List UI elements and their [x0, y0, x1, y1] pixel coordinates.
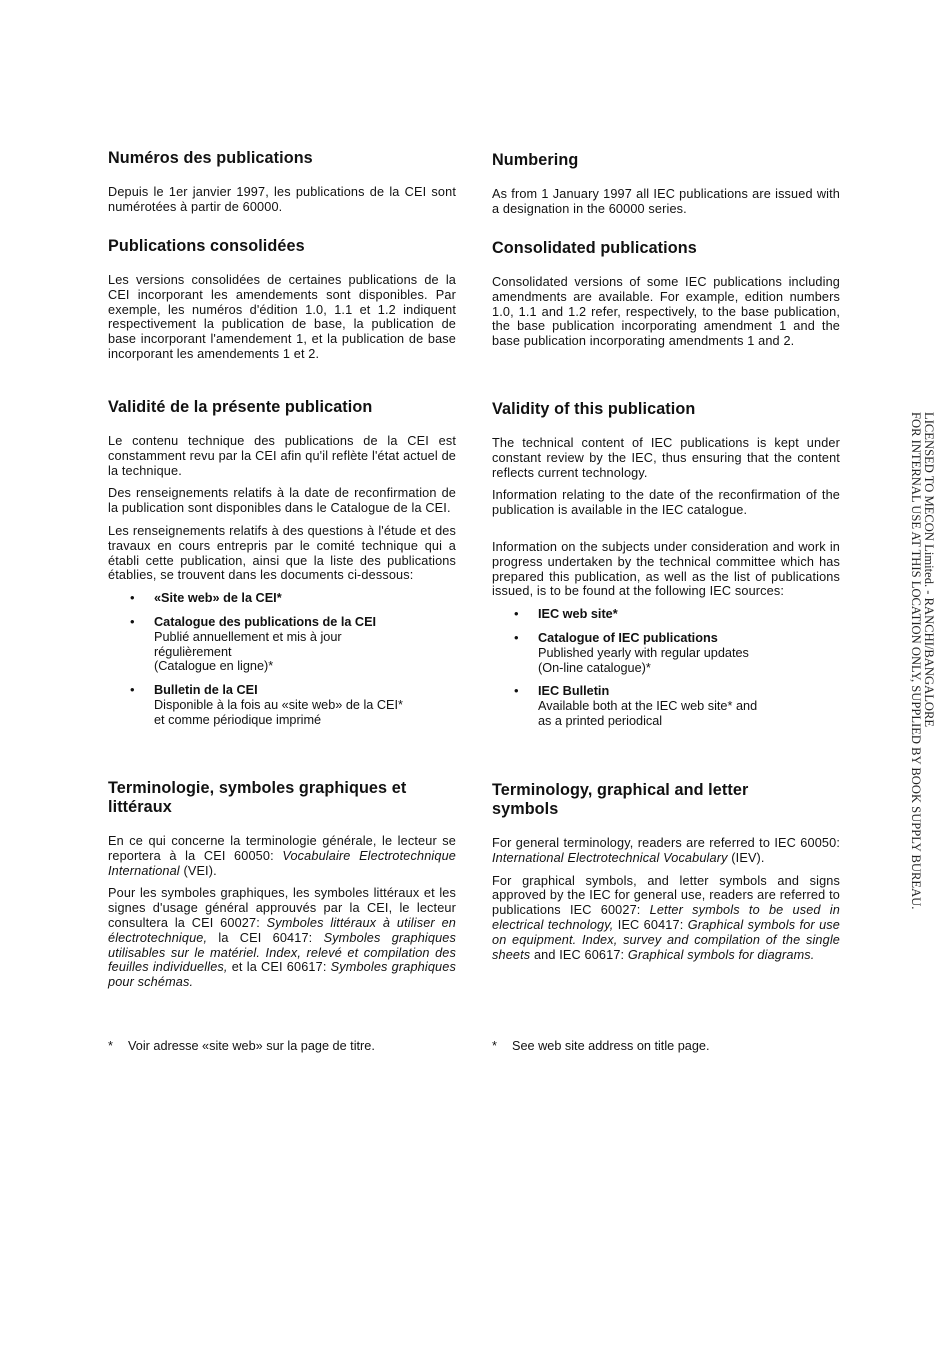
list-item: [492, 684, 840, 728]
en-validity-text-2: Information relating to the date of the reconfirmation of the publication is available in the IEC catalogue.: [492, 488, 840, 518]
fr-source-desc: Disponible à la fois au «site web» de la CEI* et comme périodique imprimé: [154, 697, 403, 727]
fr-numbering-section: [108, 149, 456, 223]
fr-validity-text-2: Des renseignements relatifs à la date de reconfirmation de la publication sont disponibles dans le Catalogue de la CEI.: [108, 486, 456, 516]
fr-footnote: [108, 1039, 456, 1054]
fr-footnote-text: Voir adresse «site web» sur la page de titre.: [128, 1039, 375, 1053]
list-item: [492, 607, 840, 622]
bullet-icon: •: [514, 629, 519, 645]
en-consolidated-heading: Consolidated publications: [492, 239, 697, 257]
list-item: [108, 591, 456, 606]
license-line-1: LICENSED TO MECON Limited. - RANCHI/BANGALORE: [922, 412, 936, 728]
en-source-title: IEC web site*: [538, 607, 618, 622]
en-validity-section: [492, 400, 840, 738]
fr-terminology-text-1: En ce qui concerne la terminologie générale, le lecteur se reportera à la CEI 60050: Vocabulaire Electrotechnique International (VEI).: [108, 834, 456, 878]
license-stamp: [901, 412, 935, 932]
en-terminology-text-1: For general terminology, readers are referred to IEC 60050: International Electrotechnical Vocabulary (IEV).: [492, 836, 840, 865]
fr-source-title: «Site web» de la CEI*: [154, 591, 282, 606]
en-numbering-heading: Numbering: [492, 151, 579, 169]
fr-consolidated-section: [108, 237, 456, 370]
fr-validity-text-1: Le contenu technique des publications de la CEI est constamment revu par la CEI afin qu'il reflète l'état actuel de la technique.: [108, 434, 456, 478]
bullet-icon: •: [514, 606, 519, 622]
footnote-star: *: [492, 1039, 497, 1053]
fr-source-desc: Publié annuellement et mis à jour régulièrement (Catalogue en ligne)*: [154, 629, 342, 674]
en-source-title: Catalogue of IEC publications: [538, 630, 718, 645]
fr-numbering-text: Depuis le 1er janvier 1997, les publications de la CEI sont numérotées à partir de 60000.: [108, 185, 456, 214]
en-footnote-text: See web site address on title page.: [512, 1039, 710, 1053]
fr-source-title: Catalogue des publications de la CEI: [154, 614, 377, 629]
list-item: [108, 683, 456, 727]
en-consolidated-text: Consolidated versions of some IEC publications including amendments are available. For example, edition numbers 1.0, 1.1 and 1.2 refer, respectively, to the base publication, the base publication incorporating amendment 1 and the base publication incorporating amendments 1 and 2.: [492, 275, 840, 349]
fr-numbering-heading: Numéros des publications: [108, 149, 313, 167]
fr-validity-section: [108, 398, 456, 737]
en-terminology-heading: Terminology, graphical and letter symbols: [492, 781, 749, 818]
fr-terminology-heading: Terminologie, symboles graphiques et littéraux: [108, 779, 407, 816]
en-footnote: [492, 1039, 840, 1054]
fr-terminology-text-2: Pour les symboles graphiques, les symboles littéraux et les signes d'usage général approuvés par la CEI, le lecteur consultera la CEI 60027: Symboles littéraux à utiliser en électrotechnique, la CEI 60417: Symboles graphiques utilisables sur le matériel. Index, relevé et compilation des feuilles individuelles, et la CEI 60617: Symboles graphiques pour schémas.: [108, 886, 456, 990]
en-numbering-section: [492, 151, 840, 225]
list-item: [492, 631, 840, 675]
en-sources-list: [492, 607, 840, 729]
fr-source-title: Bulletin de la CEI: [154, 683, 258, 698]
bullet-icon: •: [130, 590, 135, 606]
bullet-icon: •: [514, 683, 519, 699]
en-validity-text-1: The technical content of IEC publications is kept under constant review by the IEC, thus ensuring that the content reflects current technology.: [492, 436, 840, 480]
bullet-icon: •: [130, 682, 135, 698]
en-source-title: IEC Bulletin: [538, 684, 610, 699]
fr-validity-heading: Validité de la présente publication: [108, 398, 373, 416]
license-line-2: FOR INTERNAL USE AT THIS LOCATION ONLY, SUPPLIED BY BOOK SUPPLY BUREAU.: [909, 412, 924, 910]
footnote-star: *: [108, 1039, 113, 1053]
en-validity-heading: Validity of this publication: [492, 400, 696, 418]
en-numbering-text: As from 1 January 1997 all IEC publications are issued with a designation in the 60000 series.: [492, 187, 840, 216]
fr-consolidated-text: Les versions consolidées de certaines publications de la CEI incorporant les amendements sont disponibles. Par exemple, les numéros d'édition 1.0, 1.1 et 1.2 indiquent respectivement la publication de base, la publication de base incorporant l'amendement 1, et la publication de base incorporant les amendements 1 et 2.: [108, 273, 456, 361]
en-terminology-section: [492, 781, 840, 970]
en-source-desc: Published yearly with regular updates (On-line catalogue)*: [538, 645, 749, 675]
en-validity-text-3: Information on the subjects under consideration and work in progress undertaken by the technical committee which has prepared this publication, as well as the list of publications issued, is to be found at the following IEC sources:: [492, 539, 840, 599]
bullet-icon: •: [130, 613, 135, 629]
fr-validity-text-3: Les renseignements relatifs à des questions à l'étude et des travaux en cours entrepris par le comité technique qui a établi cette publication, ainsi que la liste des publications établies, se trouvent dans les documents ci-dessous:: [108, 523, 456, 583]
en-source-desc: Available both at the IEC web site* and as a printed periodical: [538, 699, 758, 728]
fr-consolidated-heading: Publications consolidées: [108, 237, 305, 255]
list-item: [108, 615, 456, 674]
fr-terminology-section: [108, 779, 456, 998]
en-terminology-text-2: For graphical symbols, and letter symbols and signs approved by the IEC for general use, readers are referred to publications IEC 60027: Letter symbols to be used in electrical technology, IEC 60417: Graphical symbols for use on equipment. Index, survey and compilation of the single sheets and IEC 60617: Graphical symbols for diagrams.: [492, 873, 840, 962]
fr-sources-list: [108, 591, 456, 727]
en-consolidated-section: [492, 239, 840, 357]
